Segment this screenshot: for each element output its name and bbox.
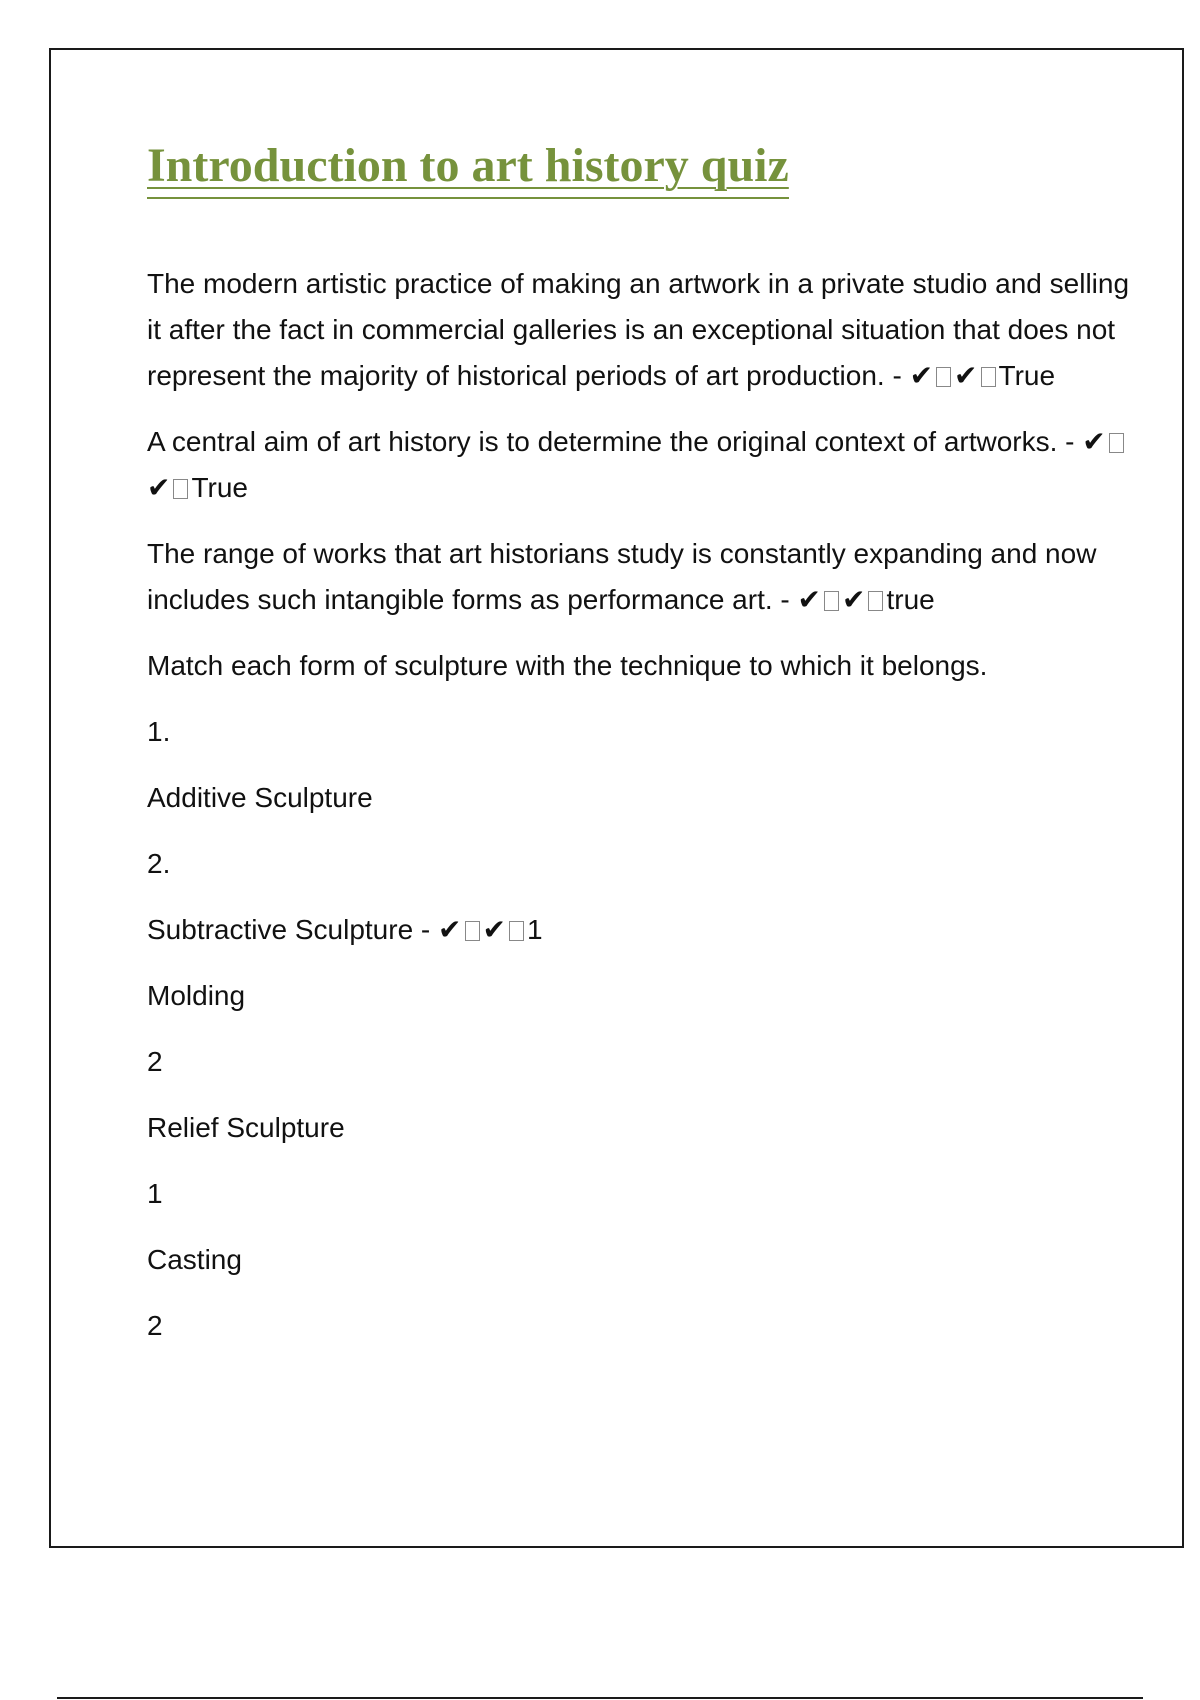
question-1-text: The modern artistic practice of making an artwork in a private studio and selling it after the fact in commercial galleries is an exceptional situation that does not represent the majority of historical periods of art production. - bbox=[147, 267, 1130, 391]
match-item: Additive Sculpture bbox=[147, 781, 373, 813]
box-icon bbox=[936, 367, 951, 387]
question-3-answer: true bbox=[886, 583, 935, 615]
page-title: Introduction to art history quiz bbox=[147, 140, 789, 199]
match-item: 2. bbox=[147, 847, 171, 879]
box-icon bbox=[868, 591, 883, 611]
check-icon: ✔ bbox=[954, 358, 978, 392]
check-icon: ✔ bbox=[147, 470, 171, 504]
match-item-answer: 1 bbox=[526, 913, 543, 945]
match-item: 1. bbox=[147, 715, 171, 747]
match-item: 2 bbox=[147, 1309, 163, 1341]
question-2 bbox=[147, 419, 1137, 511]
box-icon bbox=[509, 921, 524, 941]
page-frame bbox=[49, 48, 1184, 1548]
question-1 bbox=[147, 261, 1137, 399]
question-3-text: The range of works that art historians study is constantly expanding and now includes such intangible forms as performance art. - bbox=[147, 537, 1097, 615]
match-item-label: Subtractive Sculpture - bbox=[147, 913, 431, 945]
match-item: Molding bbox=[147, 979, 246, 1011]
match-prompt: Match each form of sculpture with the technique to which it belongs. bbox=[147, 649, 988, 681]
match-item: 2 bbox=[147, 1045, 163, 1077]
box-icon bbox=[824, 591, 839, 611]
box-icon bbox=[1109, 433, 1124, 453]
box-icon bbox=[981, 367, 996, 387]
box-icon bbox=[173, 479, 188, 499]
check-icon: ✔ bbox=[842, 582, 866, 616]
check-icon: ✔ bbox=[797, 582, 821, 616]
question-1-answer: True bbox=[998, 359, 1056, 391]
question-3 bbox=[147, 531, 1137, 623]
match-item: Relief Sculpture bbox=[147, 1111, 345, 1143]
match-item-subtractive bbox=[147, 907, 1137, 953]
check-icon: ✔ bbox=[438, 912, 462, 946]
check-icon: ✔ bbox=[482, 912, 506, 946]
check-icon: ✔ bbox=[909, 358, 934, 392]
question-2-text: A central aim of art history is to determine the original context of artworks. - bbox=[147, 425, 1075, 457]
match-item: 1 bbox=[147, 1177, 163, 1209]
question-2-answer: True bbox=[191, 471, 249, 503]
document-body bbox=[147, 140, 1137, 1369]
check-icon: ✔ bbox=[1082, 424, 1106, 458]
footer-divider bbox=[57, 1697, 1143, 1699]
match-item: Casting bbox=[147, 1243, 242, 1275]
box-icon bbox=[465, 921, 480, 941]
